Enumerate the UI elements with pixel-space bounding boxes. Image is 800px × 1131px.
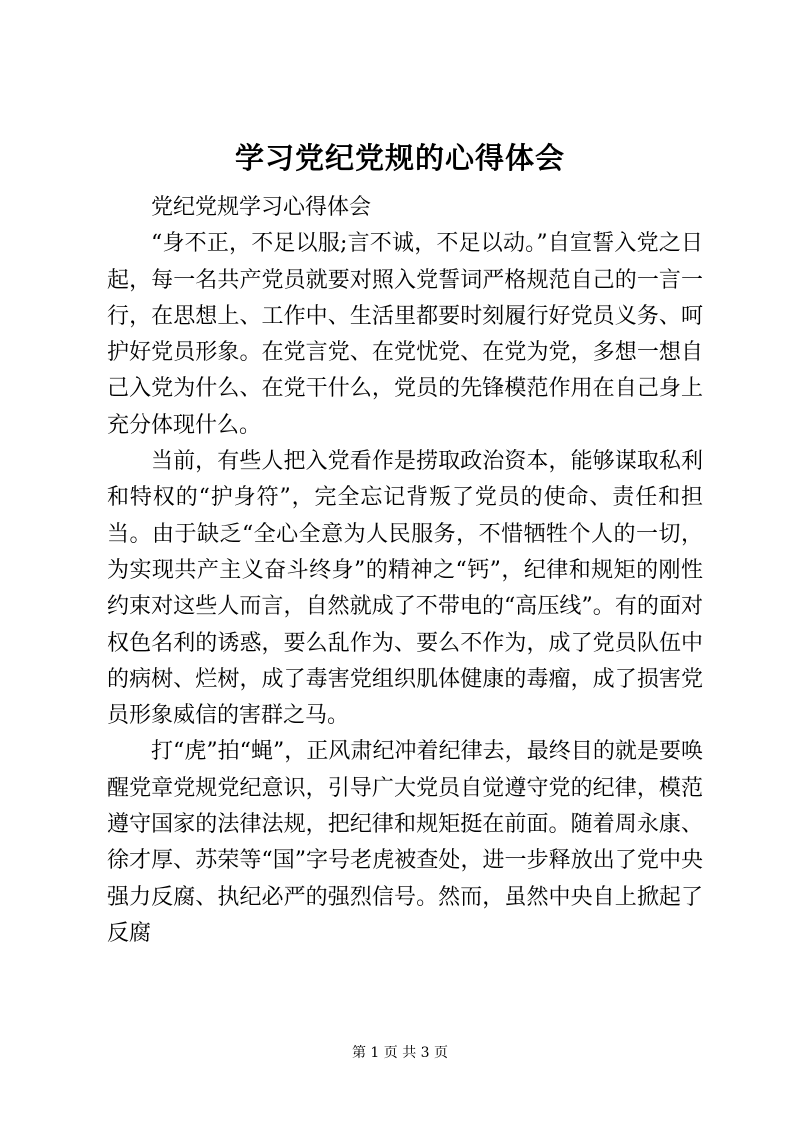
body-paragraph: 当前，有些人把入党看作是捞取政治资本，能够谋取私利和特权的“护身符”，完全忘记背叛了党员的使命、责任和担当。由于缺乏“全心全意为人民服务，不惜牺牲个人的一切，为实现共产主义奋斗终身”的精神之“钙”，纪律和规矩的刚性约束对这些人而言，自然就成了不带电的“高压线”。有的面对权色名利的诱惑，要么乱作为、要么不作为，成了党员队伍中的病树、烂树，成了毒害党组织肌体健康的毒瘤，成了损害党员形象威信的害群之马。: [107, 449, 703, 729]
body-paragraph: “身不正，不足以服;言不诚，不足以动。”自宣誓入党之日起，每一名共产党员就要对照入党誓词严格规范自己的一言一行，在思想上、工作中、生活里都要时刻履行好党员义务、呵护好党员形象。在党言党、在党忧党、在党为党，多想一想自己入党为什么、在党干什么，党员的先锋模范作用在自己身上充分体现什么。: [107, 231, 703, 438]
body-paragraph: 打“虎”拍“蝇”，正风肃纪冲着纪律去，最终目的就是要唤醒党章党规党纪意识，引导广大党员自觉遵守党的纪律，模范遵守国家的法律法规，把纪律和规矩挺在前面。随着周永康、徐才厚、苏荣等“国”字号老虎被查处，进一步释放出了党中央强力反腐、执纪必严的强烈信号。然而，虽然中央自上掀起了反腐: [107, 739, 703, 946]
page-footer: 第 1 页 共 3 页: [351, 1045, 449, 1061]
document-body: [107, 190, 703, 952]
subtitle-paragraph: 党纪党规学习心得体会: [151, 195, 372, 220]
page-title: 学习党纪党规的心得体会: [234, 141, 565, 175]
